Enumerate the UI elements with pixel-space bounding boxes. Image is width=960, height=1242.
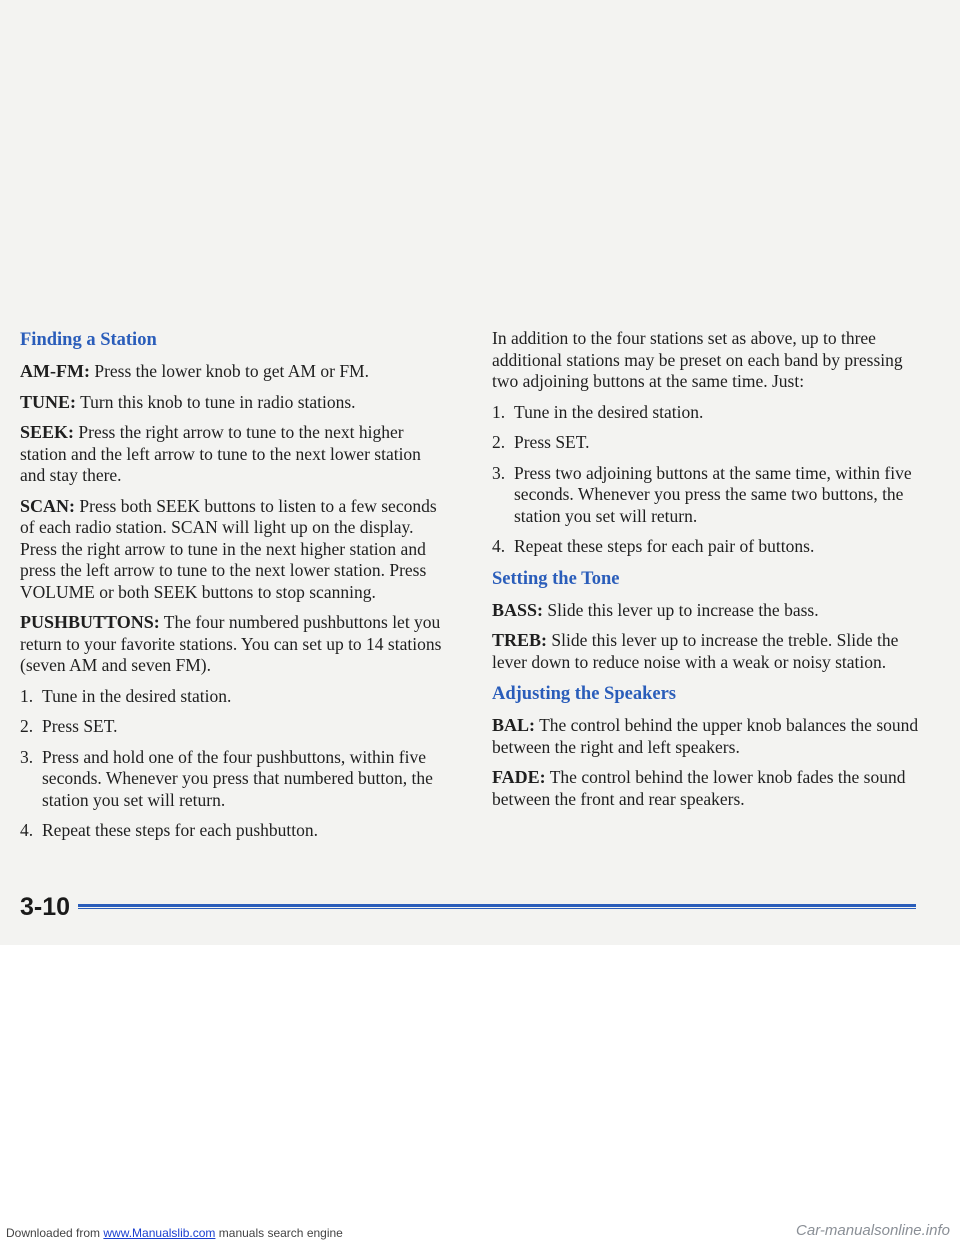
term-fade: FADE: (492, 767, 546, 787)
page-footer (20, 892, 916, 922)
pushbutton-steps (20, 686, 450, 842)
step-number: 2. (20, 716, 34, 736)
step-number: 4. (492, 536, 506, 556)
list-item (20, 686, 450, 708)
step-number: 1. (492, 401, 506, 422)
text-pushbuttons: The four numbered pushbuttons let you return to your favorite stations. You can set up to 14 stations (seven AM and seven FM). (20, 612, 442, 675)
list-item (20, 747, 450, 812)
step-text: Press SET. (514, 432, 590, 452)
download-watermark (6, 1226, 343, 1240)
heading-adjusting-the-speakers: Adjusting the Speakers (492, 684, 676, 704)
text-bass: Slide this lever up to increase the bass. (543, 599, 819, 620)
list-item (492, 402, 922, 424)
para-tune (20, 392, 450, 414)
para-bal (492, 715, 922, 758)
step-text: Tune in the desired station. (514, 401, 704, 422)
step-number: 3. (20, 746, 34, 767)
page-number: 3-10 (20, 892, 71, 921)
preset-steps (492, 402, 922, 558)
step-text: Tune in the desired station. (42, 685, 232, 706)
text-fade: The control behind the lower knob fades the sound between the front and rear speakers. (492, 767, 906, 809)
list-item (492, 536, 922, 558)
para-bass (492, 600, 922, 622)
list-item (492, 432, 922, 454)
heading-finding-a-station: Finding a Station (20, 330, 157, 350)
term-bass: BASS: (492, 599, 544, 620)
list-item (20, 716, 450, 738)
watermark-prefix: Downloaded from (6, 1226, 104, 1240)
step-number: 3. (492, 462, 506, 483)
term-pushbuttons: PUSHBUTTONS: (20, 612, 160, 632)
para-pushbuttons (20, 612, 450, 677)
step-text: Repeat these steps for each pushbutton. (42, 820, 319, 840)
right-column (492, 328, 922, 819)
list-item (20, 820, 450, 842)
term-tune: TUNE: (20, 391, 77, 412)
text-am-fm: Press the lower knob to get AM or FM. (89, 361, 369, 381)
para-treb (492, 630, 922, 673)
manualslib-link[interactable]: www.Manualslib.com (103, 1226, 216, 1240)
footer-rule (78, 904, 916, 910)
text-seek: Press the right arrow to tune to the next higher station and the left arrow to tune to the next lower station and stay there. (20, 422, 421, 485)
term-bal: BAL: (492, 715, 536, 735)
text-bal: The control behind the upper knob balances the sound between the right and left speakers. (492, 715, 919, 757)
step-text: Press SET. (42, 716, 118, 736)
para-seek (20, 422, 450, 487)
term-scan: SCAN: (20, 495, 76, 516)
step-text: Press and hold one of the four pushbuttons, within five seconds. Whenever you press that numbered button, the station you set will return. (42, 746, 433, 810)
watermark-suffix: manuals search engine (215, 1226, 343, 1240)
step-text: Repeat these steps for each pair of buttons. (514, 536, 815, 556)
text-scan: Press both SEEK buttons to listen to a few seconds of each radio station. SCAN will light up on the display. Press the right arrow to tune in the next higher station and press the left arrow to tune to the next lower station. Press VOLUME or both SEEK buttons to stop scanning. (20, 495, 437, 602)
para-scan (20, 496, 450, 604)
text-tune: Turn this knob to tune in radio stations. (76, 391, 356, 412)
para-preset-intro: In addition to the four stations set as above, up to three additional stations may be preset on each band by pressing two adjoining buttons at the same time. Just: (492, 328, 903, 391)
step-number: 1. (20, 685, 34, 706)
para-am-fm (20, 361, 450, 383)
term-seek: SEEK: (20, 422, 75, 442)
site-watermark: Car-manualsonline.info (796, 1222, 950, 1239)
step-number: 2. (492, 432, 506, 452)
heading-setting-the-tone: Setting the Tone (492, 568, 620, 589)
para-fade (492, 767, 922, 810)
list-item (492, 463, 922, 528)
term-am-fm: AM-FM: (20, 361, 90, 381)
term-treb: TREB: (492, 630, 548, 650)
step-text: Press two adjoining buttons at the same time, within five seconds. Whenever you press the same two buttons, the station you set will return. (514, 462, 912, 526)
step-number: 4. (20, 820, 34, 840)
left-column (20, 328, 450, 851)
text-treb: Slide this lever up to increase the treble. Slide the lever down to reduce noise with a weak or noisy station. (492, 630, 899, 672)
